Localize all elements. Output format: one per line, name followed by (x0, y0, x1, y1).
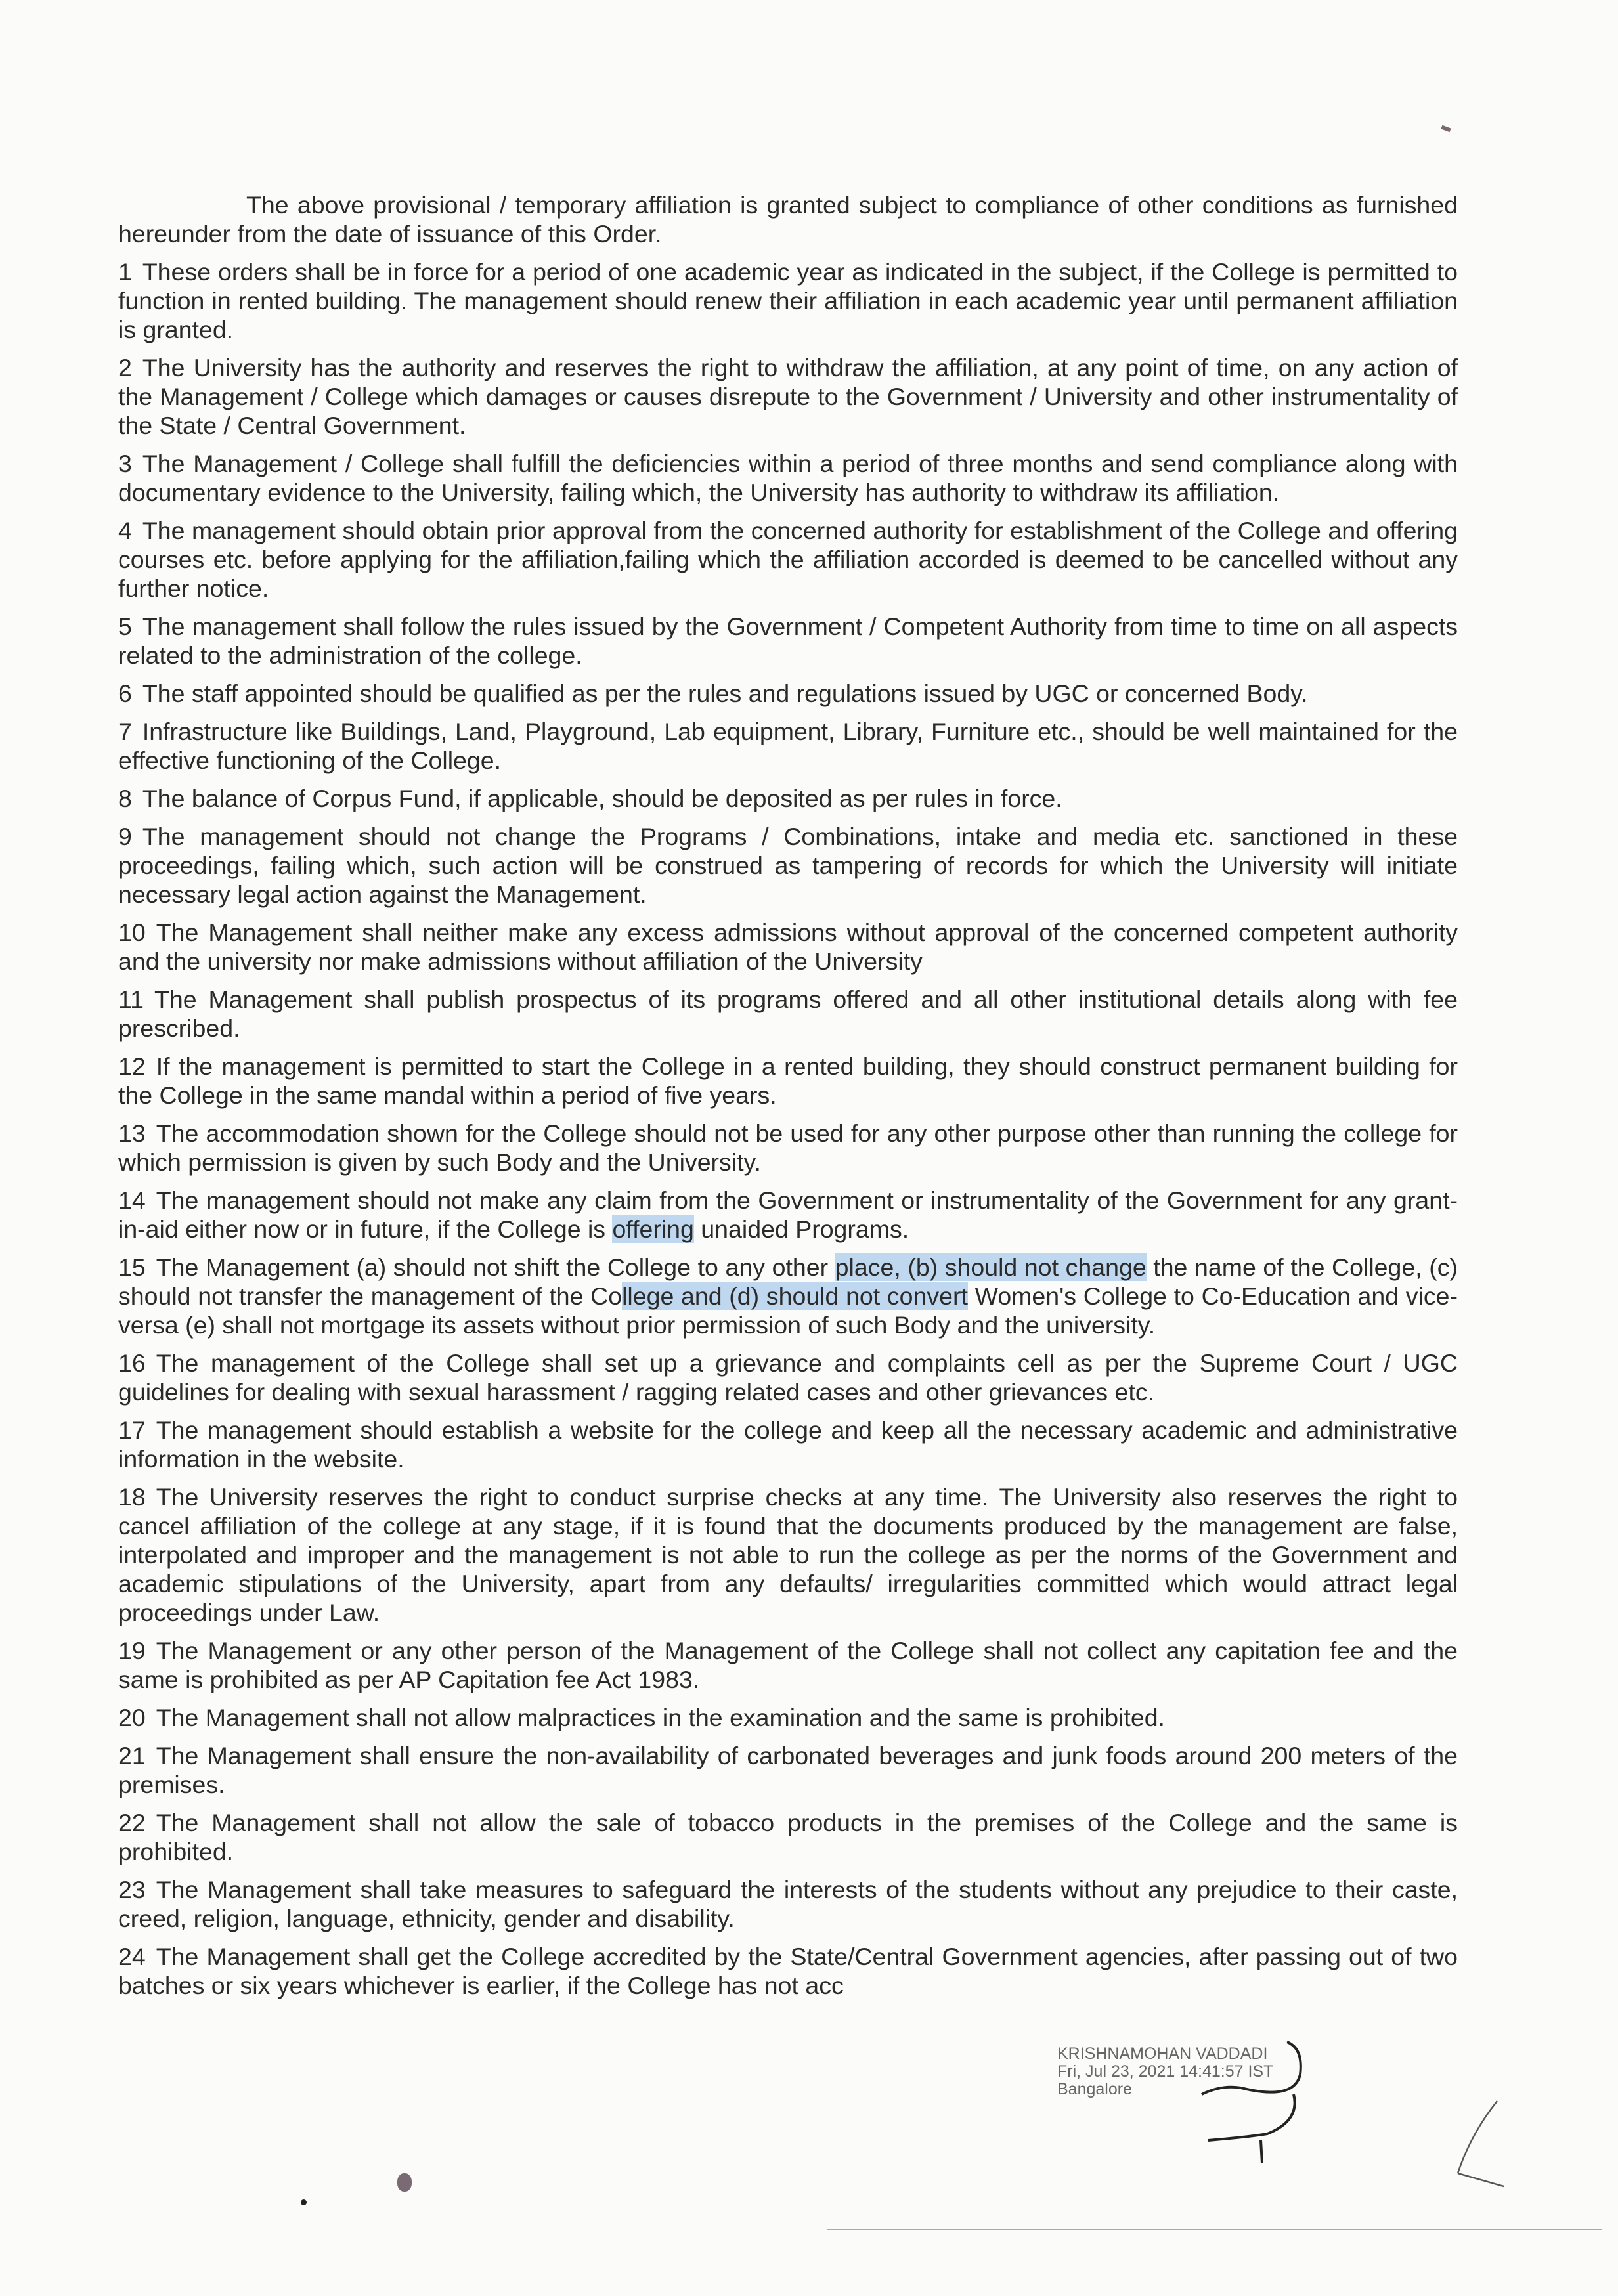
condition-text: The Management shall take measures to safeguard the interests of the students without any prejudice to their caste, creed, religion, language, ethnicity, gender and disability. (118, 1876, 1458, 1932)
highlighted-text: llege and (d) should not convert (622, 1282, 968, 1310)
condition-text: unaided Programs. (693, 1215, 909, 1243)
condition-4 (118, 516, 1458, 603)
condition-22 (118, 1808, 1458, 1866)
condition-number: 11 (118, 986, 144, 1013)
condition-number: 14 (118, 1186, 146, 1214)
condition-17 (118, 1416, 1458, 1473)
signature-location: Bangalore (1057, 2080, 1132, 2098)
condition-text: the name of the College, (c) should not transfer the management of the Co (118, 1253, 1458, 1310)
condition-text: The Management shall publish prospectus of its programs offered and all other institutional details along with fee prescribed. (118, 986, 1458, 1042)
condition-text: The Management (a) should not shift the College to any other (156, 1253, 835, 1281)
condition-13 (118, 1119, 1458, 1177)
condition-text: The University has the authority and reserves the right to withdraw the affiliation, at any point of time, on any action of the Management / College which damages or causes disrepute to the Government / University and other instrumentality of the State / Central Government. (118, 354, 1458, 439)
scan-speck (1441, 125, 1451, 132)
condition-number: 17 (118, 1416, 146, 1444)
condition-number: 19 (118, 1637, 146, 1664)
condition-24 (118, 1942, 1458, 2000)
condition-number: 8 (118, 785, 132, 812)
condition-text: The management should not make any claim from the Government or instrumentality of the Government for any grant-in-aid either now or in future, if the College is (118, 1186, 1458, 1243)
condition-text: The staff appointed should be qualified as per the rules and regulations issued by UGC or concerned Body. (142, 680, 1308, 707)
highlighted-text: offering (612, 1215, 694, 1243)
ink-dot (301, 2199, 307, 2205)
condition-text: The accommodation shown for the College should not be used for any other purpose other than running the college for which permission is given by such Body and the University. (118, 1119, 1458, 1176)
condition-number: 13 (118, 1119, 146, 1147)
condition-10 (118, 918, 1458, 976)
condition-16 (118, 1349, 1458, 1406)
condition-20 (118, 1703, 1458, 1732)
condition-text: The Management / College shall fulfill the deficiencies within a period of three months and send compliance along with documentary evidence to the University, failing which, the University has authority to withdraw its affiliation. (118, 450, 1458, 506)
condition-text: The Management shall not allow the sale of tobacco products in the premises of the College and the same is prohibited. (118, 1809, 1458, 1865)
conditions-document (118, 190, 1458, 2009)
condition-23 (118, 1875, 1458, 1933)
condition-text: Women's College to Co-Education and vice-versa (e) shall not mortgage its assets without prior permission of such Body and the university. (118, 1282, 1458, 1339)
condition-number: 16 (118, 1349, 146, 1377)
condition-number: 12 (118, 1052, 146, 1080)
condition-text: These orders shall be in force for a period of one academic year as indicated in the subject, if the College is permitted to function in rented building. The management should renew their affiliation in each academic year until permanent affiliation is granted. (118, 258, 1458, 343)
condition-5 (118, 612, 1458, 670)
condition-number: 10 (118, 919, 146, 946)
scan-edge-line (827, 2229, 1602, 2230)
condition-text: The Management or any other person of the Management of the College shall not collect any capitation fee and the same is prohibited as per AP Capitation fee Act 1983. (118, 1637, 1458, 1693)
condition-14 (118, 1186, 1458, 1244)
condition-text: The Management shall ensure the non-availability of carbonated beverages and junk foods around 200 meters of the premises. (118, 1742, 1458, 1798)
condition-3 (118, 449, 1458, 507)
condition-number: 18 (118, 1483, 146, 1511)
condition-text: The balance of Corpus Fund, if applicable, should be deposited as per rules in force. (142, 785, 1062, 812)
condition-8 (118, 784, 1458, 813)
condition-21 (118, 1741, 1458, 1799)
condition-19 (118, 1636, 1458, 1694)
condition-number: 9 (118, 823, 132, 850)
condition-number: 6 (118, 680, 132, 707)
condition-12 (118, 1052, 1458, 1110)
condition-number: 20 (118, 1704, 146, 1731)
condition-number: 5 (118, 613, 132, 640)
condition-text: The management should obtain prior approval from the concerned authority for establishment of the College and offering courses etc. before applying for the affiliation,failing which the affiliation accorded is deemed to be cancelled without any further notice. (118, 517, 1458, 602)
condition-1 (118, 257, 1458, 344)
condition-text: If the management is permitted to start the College in a rented building, they should construct permanent building for the College in the same mandal within a period of five years. (118, 1052, 1458, 1109)
condition-number: 1 (118, 258, 132, 286)
condition-text: The University reserves the right to conduct surprise checks at any time. The University also reserves the right to cancel affiliation of the college at any stage, if it is found that the documents produced by the management are false, interpolated and improper and the management is not able to run the college as per the norms of the Government and academic stipulations of the University, apart from any defaults/ irregularities committed which would attract legal proceedings under Law. (118, 1483, 1458, 1626)
condition-text: The Management shall get the College accredited by the State/Central Government agencies, after passing out of two batches or six years whichever is earlier, if the College has not acc (118, 1943, 1458, 1999)
condition-text: The management should establish a website for the college and keep all the necessary academic and administrative information in the website. (118, 1416, 1458, 1473)
condition-text: The management shall follow the rules issued by the Government / Competent Authority from time to time on all aspects related to the administration of the college. (118, 613, 1458, 669)
condition-number: 22 (118, 1809, 146, 1836)
signature-timestamp: Fri, Jul 23, 2021 14:41:57 IST (1057, 2062, 1274, 2081)
condition-text: The management should not change the Programs / Combinations, intake and media etc. sanctioned in these proceedings, failing which, such action will be construed as tampering of records for which the University will initiate necessary legal action against the Management. (118, 823, 1458, 908)
condition-text: The management of the College shall set up a grievance and complaints cell as per the Supreme Court / UGC guidelines for dealing with sexual harassment / ragging related cases and other grievances etc. (118, 1349, 1458, 1406)
condition-11 (118, 985, 1458, 1043)
condition-text: Infrastructure like Buildings, Land, Playground, Lab equipment, Library, Furniture etc., should be well maintained for the effective functioning of the College. (118, 718, 1458, 774)
condition-text: The Management shall not allow malpractices in the examination and the same is prohibited. (156, 1704, 1165, 1731)
condition-number: 2 (118, 354, 132, 381)
ink-smudge (397, 2173, 412, 2192)
condition-number: 24 (118, 1943, 146, 1970)
condition-15 (118, 1253, 1458, 1339)
condition-6 (118, 679, 1458, 708)
condition-number: 23 (118, 1876, 146, 1903)
condition-number: 3 (118, 450, 132, 477)
handwritten-signature (1169, 2022, 1510, 2193)
condition-7 (118, 717, 1458, 775)
condition-number: 7 (118, 718, 132, 745)
highlighted-text: place, (b) should not change (835, 1253, 1147, 1281)
condition-9 (118, 822, 1458, 909)
signer-name: KRISHNAMOHAN VADDADI (1057, 2045, 1268, 2063)
condition-number: 4 (118, 517, 132, 544)
condition-number: 15 (118, 1253, 146, 1281)
intro-paragraph: The above provisional / temporary affiliation is granted subject to compliance of other conditions as furnished hereunder from the date of issuance of this Order. (118, 191, 1458, 248)
condition-2 (118, 353, 1458, 440)
condition-text: The Management shall neither make any excess admissions without approval of the concerned competent authority and the university nor make admissions without affiliation of the University (118, 919, 1458, 975)
condition-number: 21 (118, 1742, 146, 1769)
condition-18 (118, 1483, 1458, 1627)
